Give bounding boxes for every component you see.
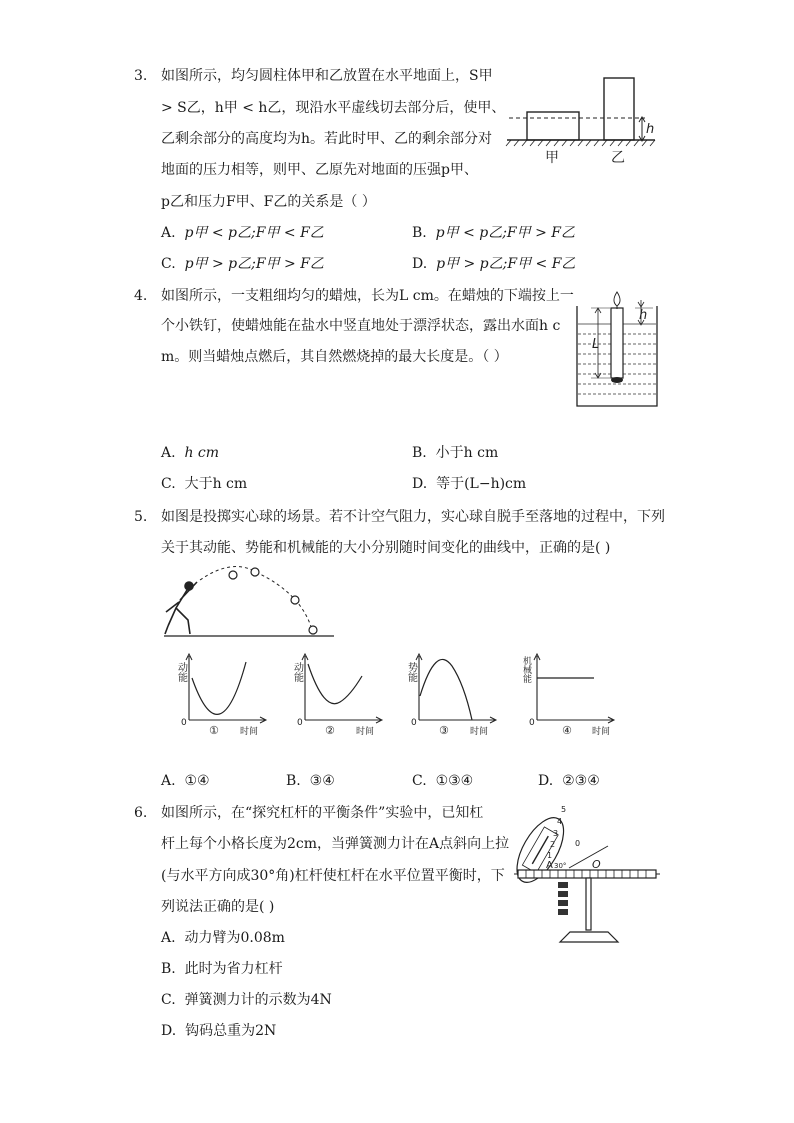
option-a[interactable] bbox=[161, 443, 219, 463]
scale-tick-label: 5 bbox=[561, 805, 567, 814]
stand-post bbox=[586, 878, 591, 930]
option-label: D. bbox=[161, 1023, 177, 1039]
option-text: p甲 > p乙;F甲 < F乙 bbox=[436, 256, 576, 272]
graph-origin: 0 bbox=[411, 718, 417, 728]
label-jia: 甲 bbox=[545, 150, 559, 166]
scale-tick-label: 3 bbox=[553, 829, 559, 838]
option-text: 钩码总重为2N bbox=[185, 1023, 277, 1039]
graph-mark: ② bbox=[325, 724, 335, 737]
option-text: p甲 > p乙;F甲 > F乙 bbox=[184, 256, 324, 272]
athlete bbox=[165, 582, 197, 634]
option-label: A. bbox=[161, 445, 176, 461]
curve bbox=[420, 659, 472, 720]
option-text: 动力臂为0.08m bbox=[184, 930, 285, 946]
option-label: D. bbox=[538, 773, 554, 789]
option-text: ③④ bbox=[309, 773, 335, 789]
option-label: B. bbox=[412, 225, 427, 241]
scale-tick-label: 4 bbox=[557, 817, 563, 826]
option-text: 弹簧测力计的示数为4N bbox=[184, 992, 332, 1008]
option-label: C. bbox=[161, 476, 176, 492]
candle bbox=[611, 308, 623, 378]
option-text: ①④ bbox=[184, 773, 210, 789]
option-a[interactable] bbox=[161, 771, 210, 791]
option-label: A. bbox=[161, 773, 176, 789]
option-b[interactable] bbox=[161, 959, 283, 979]
ball-4 bbox=[309, 626, 317, 634]
graph-ylabel: 动能 bbox=[175, 662, 187, 682]
option-text: p甲 < p乙;F甲 < F乙 bbox=[184, 225, 324, 241]
option-d[interactable] bbox=[161, 1021, 276, 1041]
option-b[interactable] bbox=[412, 223, 575, 243]
question-text-line: 地面的压力相等，则甲、乙原先对地面的压强p甲、 bbox=[161, 162, 478, 178]
label-h: h bbox=[646, 122, 655, 137]
option-b[interactable] bbox=[412, 443, 498, 463]
question-text-line: 个小铁钉，使蜡烛能在盐水中竖直地处于漂浮状态，露出水面h c bbox=[161, 318, 561, 334]
label-angle: 30° bbox=[554, 862, 567, 870]
label-yi: 乙 bbox=[611, 150, 625, 166]
graph-ylabel: 动能 bbox=[291, 662, 303, 682]
scale-tick-label: 2 bbox=[550, 840, 556, 849]
graph-xlabel: 时间 bbox=[240, 727, 259, 737]
option-c[interactable] bbox=[161, 254, 324, 274]
question-number: 5. bbox=[134, 509, 148, 525]
graph-3 bbox=[404, 650, 504, 738]
option-text: 大于h cm bbox=[184, 476, 248, 492]
option-text: 此时为省力杠杆 bbox=[184, 961, 283, 977]
ground-hatch bbox=[506, 140, 655, 146]
graph-ylabel: 势能 bbox=[405, 662, 417, 682]
graph-1 bbox=[174, 650, 274, 738]
curve bbox=[192, 662, 246, 714]
question-text-line: 如图所示，在“探究杠杆的平衡条件”实验中，已知杠 bbox=[161, 805, 484, 821]
question-text-line: (与水平方向成30°角)杠杆使杠杆在水平位置平衡时，下 bbox=[161, 868, 505, 884]
option-c[interactable] bbox=[412, 771, 473, 791]
iron-nail bbox=[611, 377, 623, 383]
option-b[interactable] bbox=[286, 771, 335, 791]
question-text-line: 如图所示，一支粗细均匀的蜡烛，长为L cm。在蜡烛的下端按上一 bbox=[161, 288, 574, 304]
option-label: A. bbox=[161, 225, 176, 241]
option-label: D. bbox=[412, 476, 428, 492]
question-text-line: 关于其动能、势能和机械能的大小分别随时间变化的曲线中，正确的是( ) bbox=[161, 540, 611, 556]
option-text: 等于(L−h)cm bbox=[436, 476, 527, 492]
option-label: C. bbox=[161, 992, 176, 1008]
option-label: D. bbox=[412, 256, 428, 272]
graph-origin: 0 bbox=[529, 718, 535, 728]
graph-xlabel: 时间 bbox=[356, 727, 375, 737]
pull-line bbox=[569, 846, 608, 868]
hooked-weights bbox=[558, 882, 568, 915]
question-number: 3. bbox=[134, 68, 148, 84]
graph-mark: ③ bbox=[439, 724, 449, 737]
option-label: C. bbox=[412, 773, 427, 789]
option-label: B. bbox=[161, 961, 176, 977]
question-text-line: 乙剩余部分的高度均为h。若此时甲、乙的剩余部分对 bbox=[161, 131, 493, 147]
label-h: h bbox=[639, 308, 648, 323]
graph-ylabel: 机械能 bbox=[521, 656, 531, 683]
question-text-line: > S乙，h甲 < h乙，现沿水平虚线切去部分后，使甲、 bbox=[161, 100, 506, 116]
stand-base bbox=[560, 932, 618, 942]
question-text-line: 杆上每个小格长度为2cm，当弹簧测力计在A点斜向上拉 bbox=[161, 836, 510, 852]
question-text-line: m。则当蜡烛点燃后，其自然燃烧掉的最大长度是。（ ） bbox=[161, 349, 508, 365]
option-label: B. bbox=[412, 445, 427, 461]
option-label: A. bbox=[161, 930, 176, 946]
graph-4 bbox=[520, 650, 620, 738]
ball-1 bbox=[229, 571, 237, 579]
question-text-line: 列说法正确的是( ) bbox=[161, 899, 275, 915]
label-A: A bbox=[546, 860, 553, 871]
question-number: 4. bbox=[134, 288, 148, 304]
question-text-line: 如图所示，均匀圆柱体甲和乙放置在水平地面上，S甲 bbox=[161, 68, 493, 84]
option-label: B. bbox=[286, 773, 301, 789]
label-O: O bbox=[592, 858, 601, 871]
option-text: ②③④ bbox=[562, 773, 600, 789]
option-c[interactable] bbox=[161, 990, 332, 1010]
option-a[interactable] bbox=[161, 223, 324, 243]
option-text: 小于h cm bbox=[435, 445, 499, 461]
flame bbox=[614, 292, 620, 306]
option-d[interactable] bbox=[412, 254, 575, 274]
graph-xlabel: 时间 bbox=[592, 727, 611, 737]
scale-tick-label: 0 bbox=[575, 839, 581, 848]
option-text: h cm bbox=[184, 445, 220, 461]
graph-origin: 0 bbox=[181, 718, 187, 728]
graph-xlabel: 时间 bbox=[470, 727, 489, 737]
option-d[interactable] bbox=[538, 771, 600, 791]
option-c[interactable] bbox=[161, 474, 247, 494]
graph-origin: 0 bbox=[297, 718, 303, 728]
question-text-line: 如图是投掷实心球的场景。若不计空气阻力，实心球自脱手至落地的过程中，下列 bbox=[161, 509, 665, 525]
option-a[interactable] bbox=[161, 928, 285, 948]
option-d[interactable] bbox=[412, 474, 526, 494]
question-text-line: p乙和压力F甲、F乙的关系是（ ） bbox=[161, 194, 376, 210]
cylinder-yi bbox=[604, 78, 634, 140]
cylinders-figure bbox=[505, 72, 665, 167]
label-L: L bbox=[592, 337, 600, 352]
lever-figure bbox=[512, 802, 662, 946]
scale-tick-label: 1 bbox=[547, 851, 553, 860]
ball-2 bbox=[251, 568, 259, 576]
candle-figure bbox=[573, 286, 661, 412]
graph-mark: ① bbox=[209, 724, 219, 737]
cylinder-jia bbox=[527, 112, 579, 140]
lever bbox=[518, 870, 656, 878]
shot-put-scene bbox=[162, 564, 337, 644]
question-number: 6. bbox=[134, 805, 148, 821]
graph-2 bbox=[290, 650, 390, 738]
graph-mark: ④ bbox=[562, 724, 572, 737]
curve bbox=[308, 664, 362, 704]
ball-3 bbox=[291, 596, 299, 604]
option-text: p甲 < p乙;F甲 > F乙 bbox=[435, 225, 575, 241]
option-text: ①③④ bbox=[435, 773, 474, 789]
option-label: C. bbox=[161, 256, 176, 272]
